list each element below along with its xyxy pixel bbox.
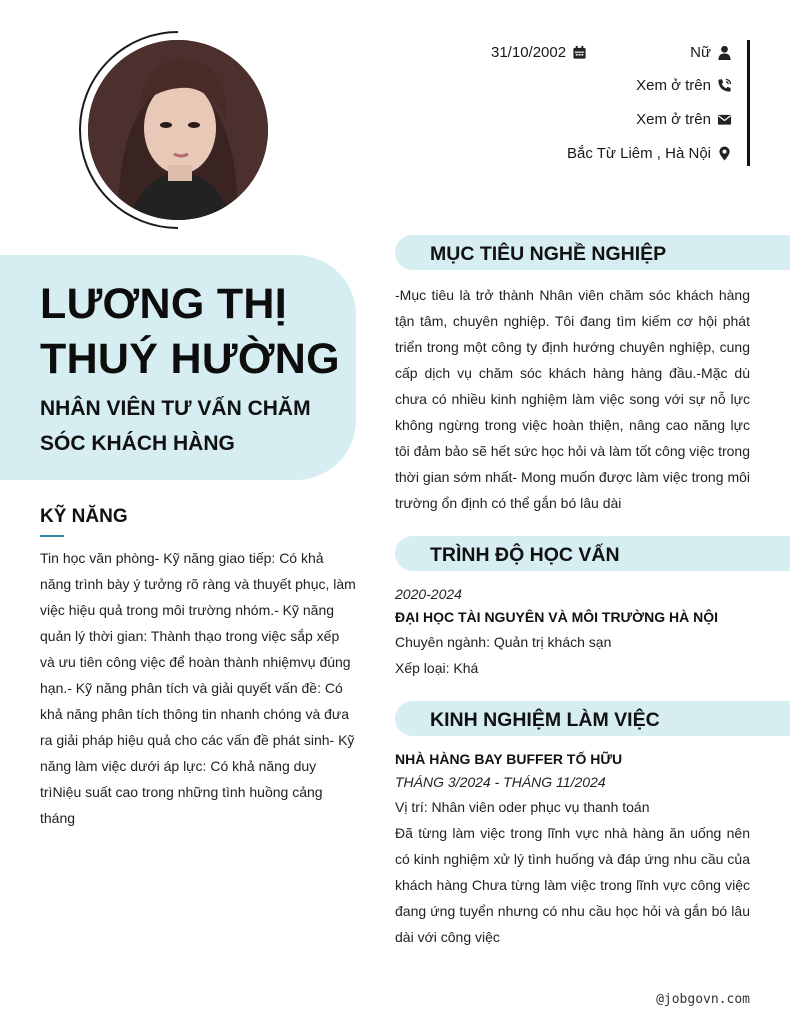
email-row <box>636 108 732 130</box>
experience-period: THÁNG 3/2024 - THÁNG 11/2024 <box>395 774 606 790</box>
email-text: Xem ở trên <box>636 110 711 128</box>
phone-icon <box>717 78 732 93</box>
education-major: Chuyên ngành: Quản trị khách sạn <box>395 634 612 650</box>
experience-position: Vị trí: Nhân viên oder phục vụ thanh toán <box>395 799 650 815</box>
name-line-2: THUÝ HƯỜNG <box>40 335 340 383</box>
education-years: 2020-2024 <box>395 586 462 602</box>
avatar <box>88 40 268 220</box>
job-title <box>40 391 340 461</box>
calendar-icon <box>572 45 587 60</box>
contact-divider <box>747 40 750 166</box>
education-grade: Xếp loại: Khá <box>395 660 479 676</box>
gender-text: Nữ <box>690 43 711 61</box>
gender-row <box>690 41 732 63</box>
skills-underline <box>40 535 64 537</box>
job-title-line-2: SÓC KHÁCH HÀNG <box>40 432 235 455</box>
skills-text: Tin học văn phòng- Kỹ năng giao tiếp: Có khả năng trình bày ý tưởng rõ ràng và thuyết phục, làm việc hiệu quả trong môi trường nhóm.- Kỹ năng quản lý thời gian: Thành thạo trong việc sắp xếp và ưu tiên công việc để hoàn thành nhiệmvụ đúng hạn.- Kỹ năng phân tích và giải quyết vấn đề: Có khả năng phân tích thông tin nhanh chóng và đưa ra giải pháp hiệu quả cho các vấn đề phát sinh- Kỹ năng làm việc dưới áp lực: Có khả năng duy trìNiệu suất cao trong những tình huồng cảng tháng <box>40 550 356 826</box>
experience-heading: KINH NGHIỆM LÀM VIỆC <box>430 709 660 731</box>
objective-text: -Mục tiêu là trở thành Nhân viên chăm sóc khách hàng tận tâm, chuyên nghiệp. Tôi đang tìm kiếm cơ hội phát triển trong một công ty định hướng chuyên nghiệp, cung cấp dịch vụ chăm sóc khách hàng hàng đầu.-Mặc dù chưa có nhiều kinh nghiệm làm việc song với sự nỗ lực không ngừng trong việc hoàn thiện, nâng cao năng lực tôi đảm bảo sẽ hết sức học hỏi và làm tốt công việc trong thời gian sớm nhất- Mong muốn được làm việc trong môi trường ổn định có thể gắn bó lâu dài <box>395 287 750 511</box>
birthday-row <box>491 41 587 63</box>
job-title-line-1: NHÂN VIÊN TƯ VẤN CHĂM <box>40 397 311 420</box>
skills-heading: KỸ NĂNG <box>40 506 128 527</box>
envelope-icon <box>717 112 732 127</box>
location-pin-icon <box>717 146 732 161</box>
contact-block <box>440 40 750 166</box>
person-icon <box>717 45 732 60</box>
address-text: Bắc Từ Liêm , Hà Nội <box>567 144 711 162</box>
birthday-text: 31/10/2002 <box>491 43 567 61</box>
name-line-1: LƯƠNG THỊ <box>40 280 288 328</box>
experience-description: Đã từng làm việc trong lĩnh vực nhà hàng ăn uống nên có kinh nghiệm xử lý tình huống và đáp ứng nhu cầu của khách hàng Chưa từng làm việc trong lĩnh vực công việc đang ứng tuyển nhưng có nhu cầu học hỏi và gắn bó lâu dài với công việc <box>395 825 750 945</box>
objective-heading: MỤC TIÊU NGHỀ NGHIỆP <box>430 243 667 265</box>
candidate-name <box>40 277 340 387</box>
education-school: ĐẠI HỌC TÀI NGUYÊN VÀ MÔI TRƯỜNG HÀ NỘI <box>395 609 719 625</box>
phone-row <box>636 74 732 96</box>
watermark-text: @jobgovn.com <box>656 992 750 1007</box>
address-row <box>567 142 732 164</box>
phone-text: Xem ở trên <box>636 76 711 94</box>
education-heading: TRÌNH ĐỘ HỌC VẤN <box>430 544 620 566</box>
experience-company: NHÀ HÀNG BAY BUFFER TỐ HỮU <box>395 751 623 767</box>
